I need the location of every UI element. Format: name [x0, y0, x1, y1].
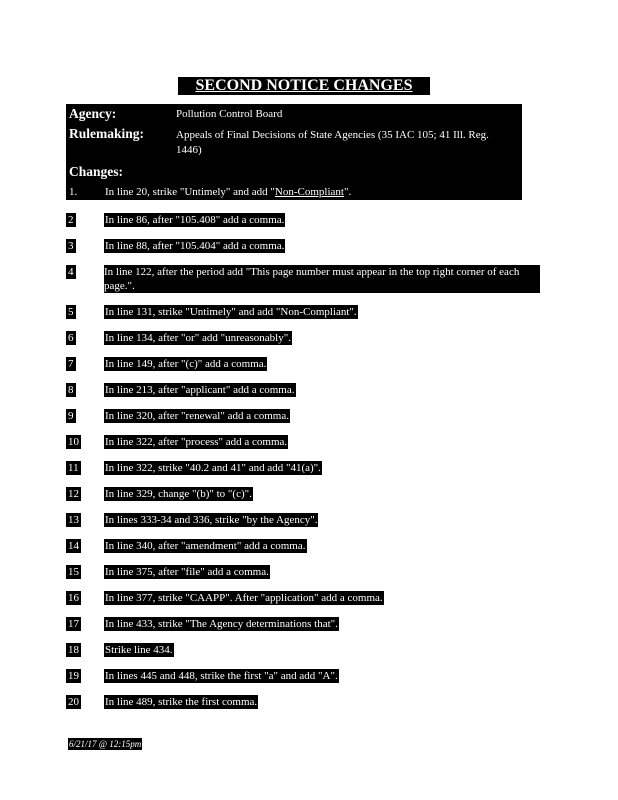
change-text-pre: In line 20, strike "Untimely" and add " — [105, 186, 275, 198]
change-number: 8 — [68, 384, 74, 396]
changes-label: Changes: — [69, 164, 124, 179]
change-text: In line 88, after "105.404" add a comma. — [105, 240, 285, 252]
change-number: 1. — [69, 186, 78, 198]
change-number: 20 — [68, 696, 79, 708]
change-number: 4 — [68, 266, 74, 278]
change-text: In lines 333-34 and 336, strike "by the Agency". — [105, 514, 318, 526]
change-number: 15 — [68, 566, 79, 578]
change-text: In line 377, strike "CAAPP". After "application" add a comma. — [105, 592, 383, 604]
rulemaking-label: Rulemaking: — [69, 126, 145, 141]
change-text-post: ". — [343, 186, 352, 198]
timestamp-footer: 6/21/17 @ 12:15pm — [69, 739, 142, 749]
change-text: In line 149, after "(c)" add a comma. — [105, 358, 267, 370]
change-text: In line 131, strike "Untimely" and add "Non-Compliant". — [105, 306, 357, 318]
change-text: In line 375, after "file" add a comma. — [105, 566, 269, 578]
change-number: 13 — [68, 514, 79, 526]
change-number: 7 — [68, 358, 74, 370]
change-text: In line 322, strike "40.2 and 41" and add "41(a)". — [105, 462, 321, 474]
change-text: In line 122, after the period add "This page number must appear in the top right corner of each page.". — [104, 265, 540, 293]
change-text: In line 340, after "amendment" add a comma. — [105, 540, 306, 552]
change-number: 12 — [68, 488, 79, 500]
header-block — [66, 104, 522, 200]
change-text: In line 329, change "(b)" to "(c)". — [105, 488, 252, 500]
agency-value: Pollution Control Board — [176, 108, 283, 120]
change-text: In line 322, after "process" add a comma. — [105, 436, 288, 448]
change-text: In line 134, after "or" add "unreasonably". — [105, 332, 291, 344]
change-text: In line 320, after "renewal" add a comma. — [105, 410, 289, 422]
change-number: 5 — [68, 306, 74, 318]
change-number: 11 — [68, 462, 79, 474]
change-number: 19 — [68, 670, 79, 682]
change-text: In line 86, after "105.408" add a comma. — [105, 214, 285, 226]
change-number: 16 — [68, 592, 79, 604]
change-text: In line 489, strike the first comma. — [105, 696, 258, 708]
change-number: 2 — [68, 214, 74, 226]
change-number: 9 — [68, 410, 74, 422]
change-number: 3 — [68, 240, 74, 252]
agency-label: Agency: — [69, 106, 117, 121]
rulemaking-value: Appeals of Final Decisions of State Agencies (35 IAC 105; 41 Ill. Reg. 1446) — [176, 129, 489, 156]
change-number: 6 — [68, 332, 74, 344]
change-text: In lines 445 and 448, strike the first "a" and add "A". — [105, 670, 338, 682]
change-text: Strike line 434. — [105, 644, 173, 656]
page-title: SECOND NOTICE CHANGES — [178, 77, 430, 95]
change-number: 10 — [68, 436, 79, 448]
change-text-underlined: Non-Compliant — [274, 186, 344, 198]
change-number: 14 — [68, 540, 79, 552]
change-text — [105, 186, 351, 198]
change-number: 18 — [68, 644, 79, 656]
change-number: 17 — [68, 618, 79, 630]
change-text: In line 213, after "applicant" add a comma. — [105, 384, 295, 396]
change-text: In line 433, strike "The Agency determinations that". — [105, 618, 338, 630]
